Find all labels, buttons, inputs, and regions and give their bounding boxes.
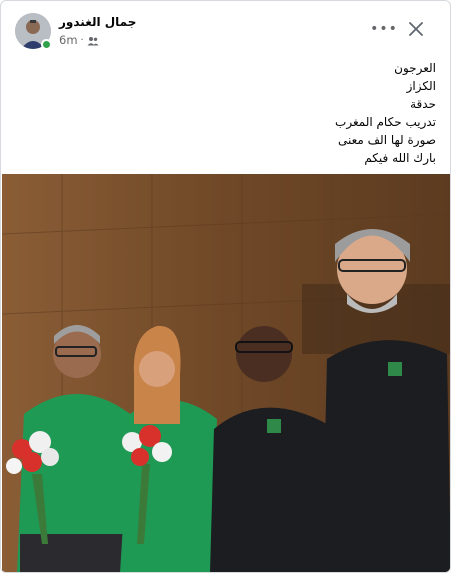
post-body-text — [136, 59, 436, 167]
post-line: الكزاز — [406, 79, 436, 93]
post-line: تدريب حكام المغرب — [335, 115, 436, 129]
group-photo — [2, 174, 451, 573]
meta-separator: · — [80, 34, 84, 46]
post-time[interactable]: 6m — [59, 33, 78, 47]
online-status-dot — [41, 39, 52, 50]
post-header — [15, 13, 436, 53]
more-options-button[interactable]: ••• — [370, 21, 398, 37]
post-photo[interactable] — [2, 174, 451, 573]
post-line: صورة لها الف معنى — [337, 133, 436, 147]
close-icon — [409, 22, 423, 36]
post-meta — [59, 33, 99, 47]
post-line: بارك الله فيكم — [364, 151, 436, 165]
author-name[interactable]: جمال الغندور — [59, 15, 137, 29]
close-button[interactable] — [404, 17, 428, 41]
friends-icon[interactable] — [87, 35, 99, 45]
post-line: حدقة — [410, 97, 436, 111]
post-line: العرجون — [394, 61, 436, 75]
